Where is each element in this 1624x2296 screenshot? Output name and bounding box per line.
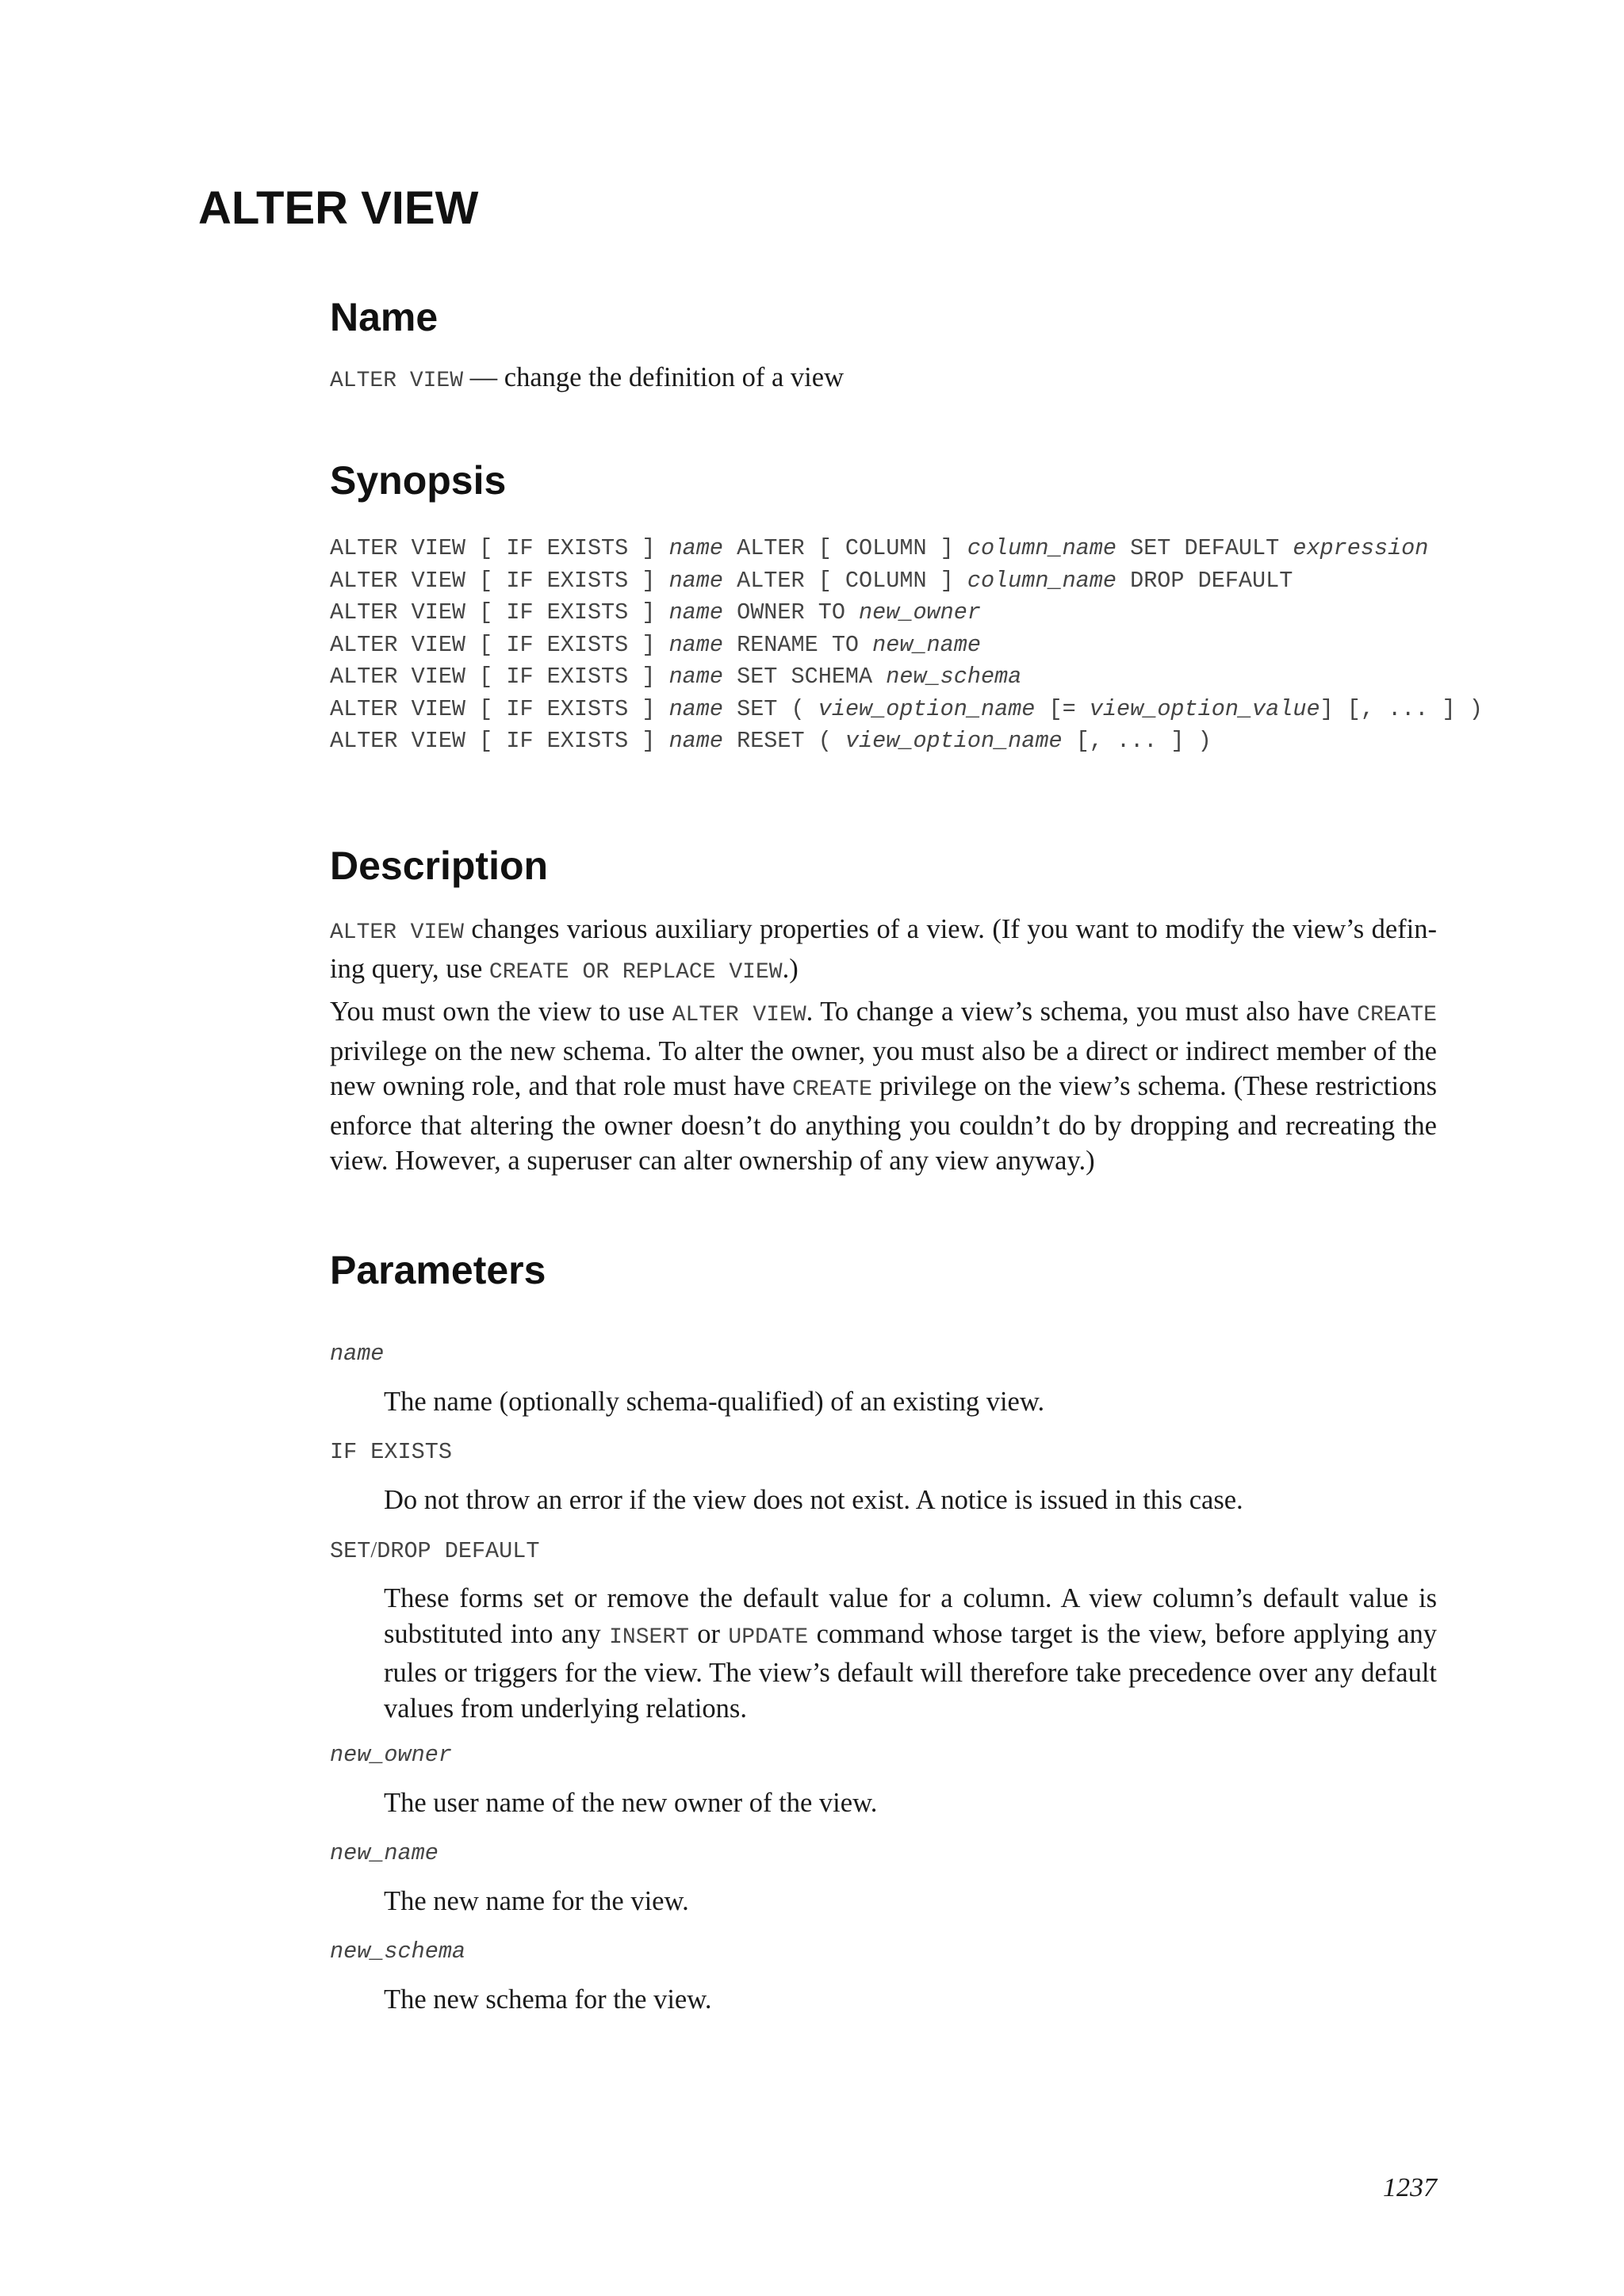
synopsis-placeholder: column_name [967,535,1116,561]
synopsis-line [330,565,1483,598]
synopsis-placeholder: name [668,535,723,561]
parameters-heading: Parameters [330,1248,546,1292]
code-create: CREATE [1357,1003,1437,1027]
page-number: 1237 [1383,2173,1437,2202]
synopsis-placeholder: new_owner [859,599,981,626]
code-create-or-replace-view: CREATE OR REPLACE VIEW [488,959,783,985]
synopsis-keyword: ALTER VIEW [ IF EXISTS ] [330,567,669,594]
synopsis-placeholder: name [668,695,723,722]
synopsis-line [330,661,1483,694]
code-alter-view: ALTER VIEW [330,920,464,945]
code-insert: INSERT [609,1624,689,1650]
param-def-set-drop-default: These forms set or remove the default value for a column. A view column’s default value is substituted into any INSERT or UPDATE command whose target is the view, before applying any rules or triggers for the view. The view’s default will therefore take precedence over any default values from underlying relations. [384,1583,1437,1724]
synopsis-keyword: SET ( [723,695,818,722]
synopsis-placeholder: name [668,728,723,754]
synopsis-keyword: [, ... ] ) [1062,728,1212,754]
synopsis-line [330,694,1483,726]
synopsis-keyword: ALTER VIEW [ IF EXISTS ] [330,664,669,690]
synopsis-keyword: OWNER TO [723,599,860,626]
synopsis-placeholder: column_name [967,567,1116,594]
synopsis-keyword: ALTER VIEW [ IF EXISTS ] [330,695,669,722]
synopsis-line [330,533,1483,565]
param-def-new-owner: The user name of the new owner of the view. [384,1788,878,1818]
synopsis-keyword: ALTER VIEW [ IF EXISTS ] [330,535,669,561]
synopsis-keyword: SET SCHEMA [723,664,887,690]
description-paragraph-2: You must own the view to use ALTER VIEW. To change a view’s schema, you must also have CREATE privilege on the new schema. To alter the owner, you must also be a direct or indirect member of the new owning role, and that role must have CREATE privilege on the view’s schema. (These restrictions enforce that altering the owner doesn’t do anything you couldn’t do by dropping and recreating the view. However, a superuser can alter ownership of any view anyway.) [330,997,1437,1176]
code-create: CREATE [792,1077,872,1102]
description-heading: Description [330,844,549,888]
page-title: ALTER VIEW [198,182,479,234]
name-line [330,360,1437,400]
synopsis-keyword: RENAME TO [723,631,873,658]
synopsis-keyword: ALTER VIEW [ IF EXISTS ] [330,599,669,626]
synopsis-block [330,533,1483,758]
synopsis-placeholder: expression [1293,535,1429,561]
synopsis-placeholder: new_schema [886,664,1022,690]
synopsis-placeholder: view_option_name [818,695,1036,722]
synopsis-keyword: SET DEFAULT [1116,535,1293,561]
synopsis-placeholder: view_option_name [845,728,1063,754]
synopsis-line [330,597,1483,629]
code-alter-view: ALTER VIEW [672,1003,806,1027]
synopsis-keyword: [= [1035,695,1090,722]
param-term-set-drop-default: SET/DROP DEFAULT [330,1538,540,1564]
param-term-new-name: new_name [330,1840,439,1866]
synopsis-line [330,725,1483,758]
name-heading: Name [330,295,439,339]
synopsis-placeholder: name [668,599,723,626]
synopsis-keyword: ALTER VIEW [ IF EXISTS ] [330,631,669,658]
param-def-new-schema: The new schema for the view. [384,1984,712,2015]
synopsis-keyword: ALTER [ COLUMN ] [723,567,967,594]
param-term-name: name [330,1341,385,1367]
synopsis-keyword: DROP DEFAULT [1116,567,1293,594]
param-term-if-exists: IF EXISTS [330,1439,452,1465]
param-def-name: The name (optionally schema-qualified) of an existing view. [384,1387,1045,1417]
synopsis-keyword: RESET ( [723,728,845,754]
name-summary: — change the definition of a view [463,362,844,392]
synopsis-placeholder: name [668,567,723,594]
synopsis-heading: Synopsis [330,458,507,503]
synopsis-placeholder: new_name [872,631,981,658]
synopsis-placeholder: name [668,664,723,690]
synopsis-line [330,629,1483,662]
synopsis-keyword: ALTER [ COLUMN ] [723,535,967,561]
param-def-new-name: The new name for the view. [384,1886,689,1916]
param-term-new-schema: new_schema [330,1938,466,1965]
code-update: UPDATE [728,1624,809,1650]
param-def-if-exists: Do not throw an error if the view does not exist. A notice is issued in this case. [384,1485,1243,1515]
param-term-new-owner: new_owner [330,1742,452,1768]
synopsis-placeholder: view_option_value [1089,695,1320,722]
synopsis-keyword: ] [, ... ] ) [1320,695,1483,722]
synopsis-keyword: ALTER VIEW [ IF EXISTS ] [330,728,669,754]
name-command: ALTER VIEW [330,369,464,393]
synopsis-placeholder: name [668,631,723,658]
description-paragraph-1: ALTER VIEW changes various auxiliary properties of a view. (If you want to modify the view’s defin-ing query, use CREATE OR REPLACE VIEW.) [330,914,1437,985]
